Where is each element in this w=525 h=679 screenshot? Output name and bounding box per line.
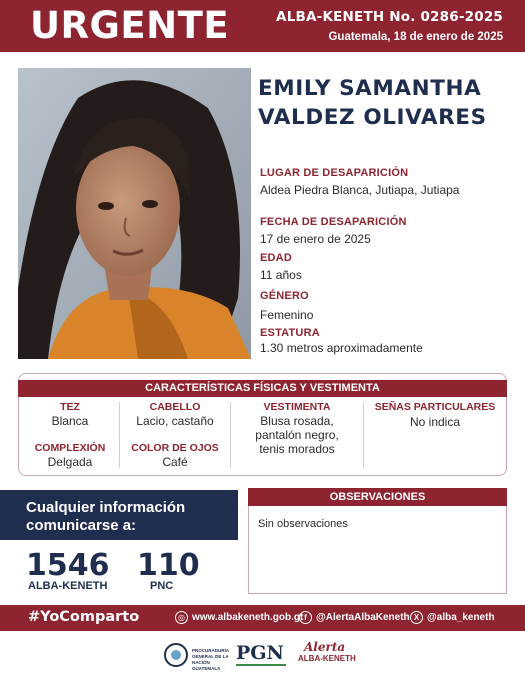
senas-label: SEÑAS PARTICULARES: [374, 401, 496, 413]
lugar-value: Aldea Piedra Blanca, Jutiapa, Jutiapa: [260, 183, 460, 197]
phone-label-pnc: PNC: [150, 580, 174, 592]
complexion-label: COMPLEXIÓN: [34, 442, 106, 454]
observations-title: OBSERVACIONES: [248, 488, 507, 506]
ojos-value: Café: [162, 455, 188, 469]
vestimenta-line-1: Blusa rosada,: [260, 414, 334, 428]
footer-bar: [0, 605, 525, 631]
phone-number-albakeneth[interactable]: 1546: [26, 548, 110, 583]
pgn-underline: [236, 664, 286, 666]
missing-person-photo: [18, 68, 251, 359]
gob-logo-text: [192, 648, 232, 672]
website-text: www.albakeneth.gob.gt: [192, 612, 304, 623]
characteristics-title: CARACTERÍSTICAS FÍSICAS Y VESTIMENTA: [18, 380, 507, 397]
person-name: [258, 74, 518, 132]
vestimenta-line-3: tenis morados: [259, 442, 335, 456]
name-line-2: VALDEZ OLIVARES: [258, 105, 487, 130]
x-link[interactable]: [410, 611, 495, 624]
x-icon: X: [410, 611, 423, 624]
cabello-value: Lacio, castaño: [136, 414, 214, 428]
tez-label: TEZ: [60, 401, 80, 413]
tez-value: Blanca: [51, 414, 89, 428]
globe-icon: ◎: [175, 611, 188, 624]
edad-label: EDAD: [260, 252, 292, 264]
website-link[interactable]: [175, 611, 303, 624]
fecha-label: FECHA DE DESAPARICIÓN: [260, 216, 407, 228]
header-banner: [0, 0, 525, 52]
logos-strip: [0, 636, 525, 679]
alert-date: Guatemala, 18 de enero de 2025: [328, 31, 503, 43]
alba-logo: ALBA-KENETH: [298, 654, 356, 663]
cabello-label: CABELLO: [149, 401, 201, 413]
estatura-label: ESTATURA: [260, 327, 320, 339]
contact-banner: [0, 490, 238, 540]
urgent-title: URGENTE: [30, 4, 230, 47]
facebook-text: @AlertaAlbaKeneth: [316, 612, 410, 623]
genero-value: Femenino: [260, 308, 314, 322]
vestimenta-label: VESTIMENTA: [263, 401, 331, 413]
fecha-value: 17 de enero de 2025: [260, 232, 371, 246]
facebook-link[interactable]: [299, 611, 410, 624]
complexion-value: Delgada: [47, 455, 93, 469]
contact-line-1: Cualquier información: [26, 499, 186, 516]
gob-line-2: GUATEMALA: [192, 666, 221, 671]
x-text: @alba_keneth: [427, 612, 495, 623]
alerta-logo: Alerta: [304, 640, 346, 654]
genero-label: GÉNERO: [260, 290, 309, 302]
facebook-icon: f: [299, 611, 312, 624]
hashtag: #YoComparto: [28, 609, 140, 625]
phone-label-albakeneth: ALBA-KENETH: [28, 580, 108, 592]
pgn-logo: PGN: [236, 642, 284, 664]
observations-text: Sin observaciones: [258, 518, 348, 530]
contact-line-2: comunicarse a:: [26, 517, 137, 534]
name-line-1: EMILY SAMANTHA: [258, 76, 482, 101]
ojos-label: COLOR DE OJOS: [131, 442, 219, 454]
lugar-label: LUGAR DE DESAPARICIÓN: [260, 167, 409, 179]
edad-value: 11 años: [260, 268, 302, 282]
coat-of-arms-icon: [163, 642, 189, 668]
vestimenta-line-2: pantalón negro,: [255, 428, 339, 442]
phone-number-pnc[interactable]: 110: [137, 548, 200, 583]
estatura-value: 1.30 metros aproximadamente: [260, 341, 423, 355]
alert-code: ALBA-KENETH No. 0286-2025: [276, 9, 503, 25]
senas-value: No indica: [409, 415, 461, 429]
gob-line-1: PROCURADURÍA GENERAL DE LA NACIÓN: [192, 648, 229, 665]
